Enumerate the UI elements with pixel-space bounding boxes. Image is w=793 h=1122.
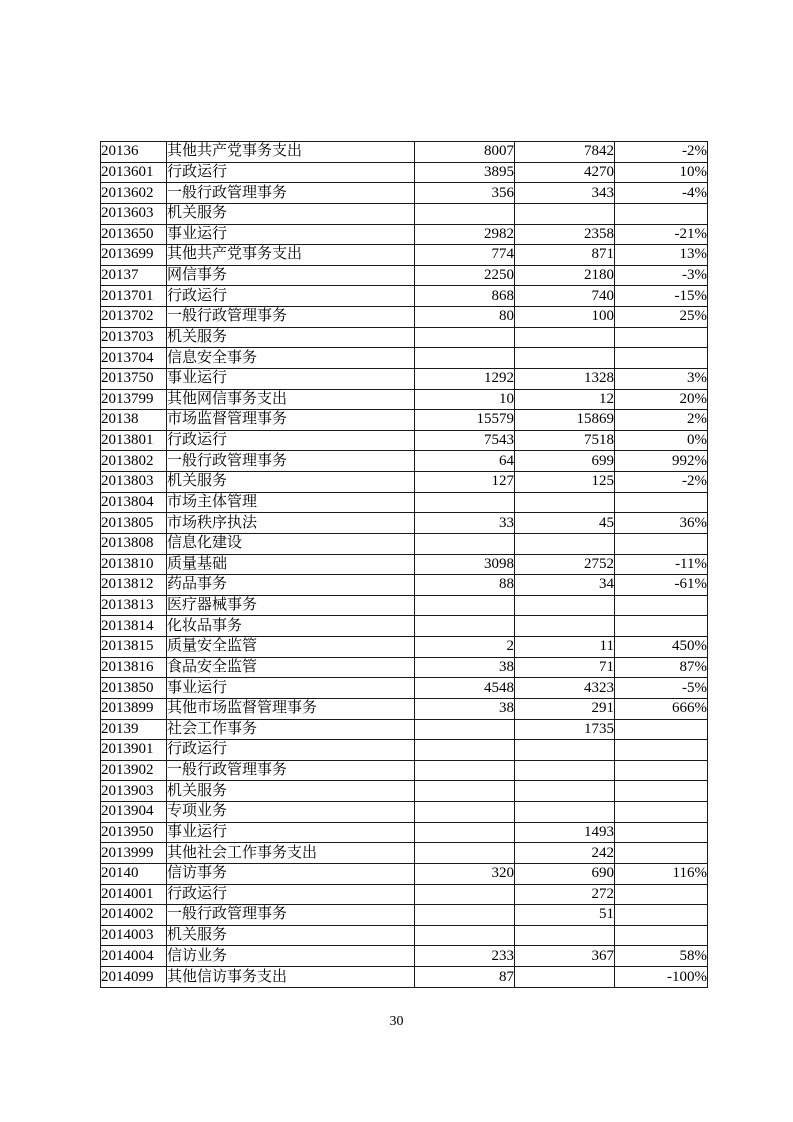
- table-row: [101, 843, 708, 864]
- cell-name: 其他信访事务支出: [167, 967, 415, 988]
- cell-name: 一般行政管理事务: [167, 905, 415, 926]
- table-row: [101, 533, 708, 554]
- cell-value-prev: [415, 492, 515, 513]
- cell-value-prev: [415, 884, 515, 905]
- cell-value-prev: 4548: [415, 678, 515, 699]
- cell-change-pct: [615, 802, 708, 823]
- cell-value-prev: 80: [415, 307, 515, 328]
- cell-code: 2013802: [101, 451, 167, 472]
- cell-value-current: [515, 203, 615, 224]
- cell-value-prev: [415, 616, 515, 637]
- table-row: [101, 575, 708, 596]
- cell-code: 2014002: [101, 905, 167, 926]
- cell-value-current: 2752: [515, 554, 615, 575]
- cell-value-prev: 868: [415, 286, 515, 307]
- cell-value-prev: [415, 925, 515, 946]
- cell-value-current: [515, 492, 615, 513]
- cell-code: 20136: [101, 142, 167, 163]
- cell-code: 2013799: [101, 389, 167, 410]
- table-row: [101, 698, 708, 719]
- cell-code: 2013603: [101, 203, 167, 224]
- cell-change-pct: [615, 740, 708, 761]
- cell-name: 机关服务: [167, 327, 415, 348]
- cell-value-prev: 8007: [415, 142, 515, 163]
- table-row: [101, 719, 708, 740]
- cell-change-pct: 87%: [615, 657, 708, 678]
- cell-change-pct: -3%: [615, 265, 708, 286]
- cell-value-current: 272: [515, 884, 615, 905]
- cell-name: 事业运行: [167, 822, 415, 843]
- cell-change-pct: 116%: [615, 863, 708, 884]
- table-row: [101, 925, 708, 946]
- table-row: [101, 307, 708, 328]
- table-row: [101, 203, 708, 224]
- table-row: [101, 884, 708, 905]
- table-row: [101, 595, 708, 616]
- cell-name: 市场主体管理: [167, 492, 415, 513]
- cell-change-pct: 10%: [615, 162, 708, 183]
- cell-value-current: [515, 595, 615, 616]
- table-row: [101, 286, 708, 307]
- cell-code: 2013810: [101, 554, 167, 575]
- cell-value-current: 690: [515, 863, 615, 884]
- cell-change-pct: 0%: [615, 430, 708, 451]
- cell-value-current: 7842: [515, 142, 615, 163]
- cell-value-current: 1735: [515, 719, 615, 740]
- cell-name: 机关服务: [167, 203, 415, 224]
- table-row: [101, 265, 708, 286]
- cell-code: 2013899: [101, 698, 167, 719]
- cell-name: 市场监督管理事务: [167, 410, 415, 431]
- cell-code: 2014003: [101, 925, 167, 946]
- cell-name: 机关服务: [167, 781, 415, 802]
- cell-name: 质量安全监管: [167, 637, 415, 658]
- cell-value-prev: 7543: [415, 430, 515, 451]
- cell-code: 2013950: [101, 822, 167, 843]
- cell-code: 20138: [101, 410, 167, 431]
- cell-code: 2013602: [101, 183, 167, 204]
- cell-name: 事业运行: [167, 368, 415, 389]
- table-row: [101, 451, 708, 472]
- cell-code: 2013701: [101, 286, 167, 307]
- table-row: [101, 327, 708, 348]
- cell-value-current: 699: [515, 451, 615, 472]
- cell-change-pct: [615, 595, 708, 616]
- cell-change-pct: 3%: [615, 368, 708, 389]
- cell-code: 2013804: [101, 492, 167, 513]
- cell-name: 信访业务: [167, 946, 415, 967]
- cell-change-pct: [615, 760, 708, 781]
- cell-change-pct: [615, 781, 708, 802]
- table-row: [101, 348, 708, 369]
- cell-value-current: 242: [515, 843, 615, 864]
- cell-change-pct: [615, 203, 708, 224]
- cell-change-pct: -5%: [615, 678, 708, 699]
- cell-code: 2013999: [101, 843, 167, 864]
- cell-change-pct: [615, 348, 708, 369]
- cell-change-pct: -15%: [615, 286, 708, 307]
- cell-name: 其他社会工作事务支出: [167, 843, 415, 864]
- cell-value-current: [515, 925, 615, 946]
- cell-value-prev: 3895: [415, 162, 515, 183]
- cell-value-current: 343: [515, 183, 615, 204]
- cell-change-pct: [615, 327, 708, 348]
- table-row: [101, 657, 708, 678]
- page-number: 30: [389, 1014, 404, 1029]
- cell-name: 医疗器械事务: [167, 595, 415, 616]
- table-row: [101, 430, 708, 451]
- cell-code: 20137: [101, 265, 167, 286]
- table-row: [101, 946, 708, 967]
- budget-table-body: [101, 142, 708, 988]
- table-row: [101, 678, 708, 699]
- cell-code: 2013803: [101, 472, 167, 493]
- cell-value-prev: 38: [415, 657, 515, 678]
- cell-value-prev: [415, 740, 515, 761]
- cell-name: 事业运行: [167, 678, 415, 699]
- cell-value-current: [515, 740, 615, 761]
- cell-change-pct: 25%: [615, 307, 708, 328]
- cell-value-current: 45: [515, 513, 615, 534]
- table-row: [101, 554, 708, 575]
- cell-name: 信息安全事务: [167, 348, 415, 369]
- cell-value-current: [515, 760, 615, 781]
- cell-change-pct: 58%: [615, 946, 708, 967]
- cell-name: 食品安全监管: [167, 657, 415, 678]
- cell-value-current: [515, 616, 615, 637]
- cell-value-prev: 233: [415, 946, 515, 967]
- table-row: [101, 740, 708, 761]
- cell-name: 市场秩序执法: [167, 513, 415, 534]
- cell-value-prev: [415, 822, 515, 843]
- cell-code: 2013702: [101, 307, 167, 328]
- table-row: [101, 245, 708, 266]
- cell-value-prev: 356: [415, 183, 515, 204]
- cell-value-current: 2358: [515, 224, 615, 245]
- cell-value-prev: 2250: [415, 265, 515, 286]
- cell-value-prev: [415, 905, 515, 926]
- cell-code: 20140: [101, 863, 167, 884]
- table-row: [101, 637, 708, 658]
- cell-value-prev: [415, 719, 515, 740]
- table-row: [101, 905, 708, 926]
- cell-value-prev: [415, 327, 515, 348]
- cell-code: 2013703: [101, 327, 167, 348]
- cell-change-pct: 13%: [615, 245, 708, 266]
- cell-value-current: 4270: [515, 162, 615, 183]
- table-row: [101, 492, 708, 513]
- table-row: [101, 781, 708, 802]
- table-row: [101, 183, 708, 204]
- cell-name: 其他共产党事务支出: [167, 142, 415, 163]
- cell-change-pct: -4%: [615, 183, 708, 204]
- cell-change-pct: 992%: [615, 451, 708, 472]
- cell-change-pct: -61%: [615, 575, 708, 596]
- cell-change-pct: -100%: [615, 967, 708, 988]
- cell-change-pct: 20%: [615, 389, 708, 410]
- cell-name: 行政运行: [167, 884, 415, 905]
- cell-code: 2013808: [101, 533, 167, 554]
- cell-value-prev: 33: [415, 513, 515, 534]
- cell-code: 2013650: [101, 224, 167, 245]
- cell-code: 2013601: [101, 162, 167, 183]
- cell-name: 行政运行: [167, 286, 415, 307]
- cell-change-pct: [615, 533, 708, 554]
- cell-value-current: 740: [515, 286, 615, 307]
- cell-value-prev: [415, 802, 515, 823]
- table-row: [101, 967, 708, 988]
- cell-name: 一般行政管理事务: [167, 183, 415, 204]
- cell-change-pct: [615, 719, 708, 740]
- cell-code: 2013902: [101, 760, 167, 781]
- cell-value-prev: 38: [415, 698, 515, 719]
- cell-value-current: 367: [515, 946, 615, 967]
- cell-name: 行政运行: [167, 740, 415, 761]
- cell-value-prev: [415, 348, 515, 369]
- budget-table: [100, 141, 708, 988]
- table-row: [101, 224, 708, 245]
- cell-code: 2013805: [101, 513, 167, 534]
- cell-code: 2013815: [101, 637, 167, 658]
- cell-name: 行政运行: [167, 162, 415, 183]
- cell-name: 药品事务: [167, 575, 415, 596]
- cell-name: 机关服务: [167, 925, 415, 946]
- table-row: [101, 802, 708, 823]
- cell-name: 行政运行: [167, 430, 415, 451]
- cell-name: 其他市场监督管理事务: [167, 698, 415, 719]
- cell-name: 专项业务: [167, 802, 415, 823]
- cell-name: 一般行政管理事务: [167, 760, 415, 781]
- cell-code: 2013901: [101, 740, 167, 761]
- cell-change-pct: [615, 925, 708, 946]
- cell-value-prev: 3098: [415, 554, 515, 575]
- cell-value-current: [515, 802, 615, 823]
- cell-value-prev: [415, 533, 515, 554]
- table-row: [101, 162, 708, 183]
- cell-value-current: [515, 781, 615, 802]
- cell-code: 2013903: [101, 781, 167, 802]
- cell-value-current: [515, 533, 615, 554]
- cell-value-current: 871: [515, 245, 615, 266]
- cell-value-current: 51: [515, 905, 615, 926]
- table-row: [101, 616, 708, 637]
- cell-value-current: 291: [515, 698, 615, 719]
- cell-value-prev: 127: [415, 472, 515, 493]
- cell-code: 2013812: [101, 575, 167, 596]
- cell-value-prev: 88: [415, 575, 515, 596]
- cell-value-prev: 320: [415, 863, 515, 884]
- cell-value-prev: 10: [415, 389, 515, 410]
- table-row: [101, 389, 708, 410]
- cell-value-prev: 1292: [415, 368, 515, 389]
- cell-value-prev: 774: [415, 245, 515, 266]
- cell-value-prev: [415, 843, 515, 864]
- cell-change-pct: [615, 905, 708, 926]
- cell-value-current: 100: [515, 307, 615, 328]
- cell-value-current: 125: [515, 472, 615, 493]
- cell-value-current: [515, 967, 615, 988]
- table-row: [101, 142, 708, 163]
- cell-value-current: 1328: [515, 368, 615, 389]
- cell-code: 2014099: [101, 967, 167, 988]
- cell-code: 2013704: [101, 348, 167, 369]
- cell-change-pct: 2%: [615, 410, 708, 431]
- cell-change-pct: -11%: [615, 554, 708, 575]
- cell-code: 2013904: [101, 802, 167, 823]
- cell-change-pct: [615, 616, 708, 637]
- cell-code: 2013816: [101, 657, 167, 678]
- cell-value-prev: 64: [415, 451, 515, 472]
- cell-change-pct: 666%: [615, 698, 708, 719]
- table-row: [101, 760, 708, 781]
- cell-name: 信息化建设: [167, 533, 415, 554]
- table-row: [101, 368, 708, 389]
- table-row: [101, 472, 708, 493]
- cell-value-current: 2180: [515, 265, 615, 286]
- cell-value-current: 4323: [515, 678, 615, 699]
- cell-name: 化妆品事务: [167, 616, 415, 637]
- cell-change-pct: [615, 843, 708, 864]
- cell-value-current: 12: [515, 389, 615, 410]
- cell-value-prev: 87: [415, 967, 515, 988]
- cell-change-pct: 450%: [615, 637, 708, 658]
- cell-name: 一般行政管理事务: [167, 451, 415, 472]
- cell-value-prev: 2: [415, 637, 515, 658]
- cell-code: 2014004: [101, 946, 167, 967]
- cell-value-prev: [415, 760, 515, 781]
- cell-name: 其他共产党事务支出: [167, 245, 415, 266]
- table-row: [101, 863, 708, 884]
- cell-change-pct: [615, 492, 708, 513]
- cell-change-pct: -2%: [615, 142, 708, 163]
- cell-value-prev: [415, 595, 515, 616]
- cell-name: 一般行政管理事务: [167, 307, 415, 328]
- cell-change-pct: [615, 884, 708, 905]
- table-row: [101, 822, 708, 843]
- cell-name: 其他网信事务支出: [167, 389, 415, 410]
- cell-code: 2013813: [101, 595, 167, 616]
- cell-value-current: [515, 348, 615, 369]
- cell-name: 机关服务: [167, 472, 415, 493]
- cell-code: 2013750: [101, 368, 167, 389]
- cell-code: 2013699: [101, 245, 167, 266]
- cell-code: 2014001: [101, 884, 167, 905]
- cell-change-pct: -2%: [615, 472, 708, 493]
- cell-value-current: 7518: [515, 430, 615, 451]
- cell-code: 2013801: [101, 430, 167, 451]
- cell-code: 20139: [101, 719, 167, 740]
- table-row: [101, 513, 708, 534]
- table-row: [101, 410, 708, 431]
- cell-name: 事业运行: [167, 224, 415, 245]
- cell-change-pct: 36%: [615, 513, 708, 534]
- cell-value-current: 34: [515, 575, 615, 596]
- cell-name: 网信事务: [167, 265, 415, 286]
- cell-name: 社会工作事务: [167, 719, 415, 740]
- cell-value-prev: 15579: [415, 410, 515, 431]
- cell-change-pct: -21%: [615, 224, 708, 245]
- cell-value-current: 1493: [515, 822, 615, 843]
- cell-change-pct: [615, 822, 708, 843]
- cell-value-current: 11: [515, 637, 615, 658]
- cell-name: 质量基础: [167, 554, 415, 575]
- cell-value-prev: [415, 203, 515, 224]
- cell-code: 2013850: [101, 678, 167, 699]
- cell-value-prev: [415, 781, 515, 802]
- cell-value-current: 15869: [515, 410, 615, 431]
- cell-name: 信访事务: [167, 863, 415, 884]
- cell-code: 2013814: [101, 616, 167, 637]
- cell-value-prev: 2982: [415, 224, 515, 245]
- cell-value-current: [515, 327, 615, 348]
- cell-value-current: 71: [515, 657, 615, 678]
